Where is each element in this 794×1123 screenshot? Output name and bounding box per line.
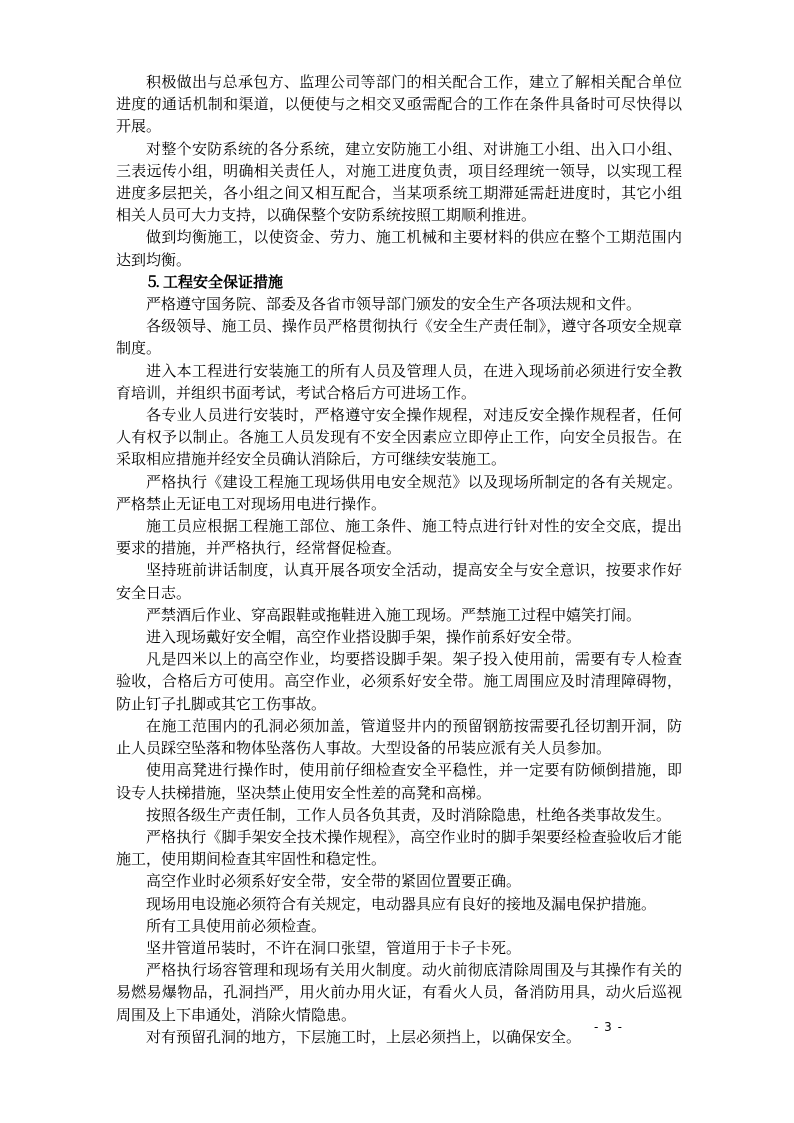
paragraph: 按照各级生产责任制，工作人员各负其责，及时消除隐患，杜绝各类事故发生。: [146, 805, 672, 824]
paragraph: 所有工具使用前必须检查。: [146, 916, 327, 935]
section-title: 工程安全保证措施: [163, 272, 284, 291]
paragraph: 做到均衡施工，以使资金、劳力、施工机械和主要材料的供应在整个工期范围内达到均衡。: [116, 228, 682, 269]
paragraph: 各专业人员进行安装时，严格遵守安全操作规程，对违反安全操作规程者，任何人有权予以制止。各施工人员发现有不安全因素应立即停止工作，向安全员报告。在采取相应措施并经安全员确认消除后，方可继续安装施工。: [116, 406, 682, 469]
paragraph: 对整个安防系统的各分系统，建立安防施工小组、对讲施工小组、出入口小组、三表远传小组，明确相关责任人，对施工进度负责，项目经理统一领导，以实现工程进度多层把关，各小组之间又相互配合，当某项系统工期滞延需赶进度时，其它小组相关人员可大力支持，以确保整个安防系统按照工期顺利推进。: [116, 139, 682, 225]
paragraph: 坚井管道吊装时，不许在洞口张望，管道用于卡子卡死。: [146, 938, 522, 957]
paragraph: 现场用电设施必须符合有关规定，电动器具应有良好的接地及漏电保护措施。: [146, 894, 657, 913]
paragraph: 高空作业时必须系好安全带，安全带的紧固位置要正确。: [146, 872, 522, 891]
paragraph: 积极做出与总承包方、监理公司等部门的相关配合工作，建立了解相关配合单位进度的通话机制和渠道，以便使与之相交叉亟需配合的工作在条件具备时可尽快得以开展。: [116, 73, 682, 136]
paragraph: 严禁酒后作业、穿高跟鞋或拖鞋进入施工现场。严禁施工过程中嬉笑打闹。: [146, 605, 642, 624]
section-heading: [116, 271, 682, 293]
paragraph: 对有预留孔洞的地方，下层施工时，上层必须挡上，以确保安全。: [146, 1027, 582, 1046]
section-number: ⒌: [146, 272, 162, 291]
paragraph: 严格遵守国务院、部委及各省市领导部门颁发的安全生产各项法规和文件。: [146, 295, 642, 314]
paragraph: 在施工范围内的孔洞必须加盖，管道竖井内的预留钢筋按需要孔径切割开洞，防止人员踩空坠落和物体坠落伤人事故。大型设备的吊装应派有关人员参加。: [116, 716, 682, 758]
paragraph: 施工员应根据工程施工部位、施工条件、施工特点进行针对性的安全交底，提出要求的措施，并严格执行，经常督促检查。: [116, 517, 682, 558]
paragraph: 使用高凳进行操作时，使用前仔细检查安全平稳性，并一定要有防倾倒措施，即设专人扶梯措施，坚决禁止使用安全性差的高凳和高梯。: [116, 761, 682, 802]
paragraph: 严格执行场容管理和现场有关用火制度。动火前彻底清除周围及与其操作有关的易燃易爆物品，孔洞挡严，用火前办用火证，有看火人员，备消防用具，动火后巡视周围及上下串通处，消除火情隐患。: [116, 961, 682, 1024]
page-number: - 3 -: [594, 1020, 623, 1034]
paragraph: 各级领导、施工员、操作员严格贯彻执行《安全生产责任制》，遵守各项安全规章制度。: [116, 317, 682, 358]
paragraph: 严格执行《脚手架安全技术操作规程》，高空作业时的脚手架要经检查验收后才能施工，使用期间检查其牢固性和稳定性。: [116, 827, 682, 869]
paragraph: 凡是四米以上的高空作业，均要搭设脚手架。架子投入使用前，需要有专人检查验收，合格后方可使用。高空作业，必须系好安全带。施工周围应及时清理障碍物，防止钉子扎脚或其它工伤事故。: [116, 650, 682, 713]
paragraph: 进入现场戴好安全帽，高空作业搭设脚手架，操作前系好安全带。: [146, 628, 582, 647]
paragraph: 进入本工程进行安装施工的所有人员及管理人员，在进入现场前必须进行安全教育培训，并组织书面考试，考试合格后方可进场工作。: [116, 361, 682, 402]
paragraph: 坚持班前讲话制度，认真开展各项安全活动，提高安全与安全意识，按要求作好安全日志。: [116, 561, 682, 602]
document-body: [116, 71, 682, 1048]
paragraph: 严格执行《建设工程施工现场供用电安全规范》以及现场所制定的各有关规定。严格禁止无证电工对现场用电进行操作。: [116, 472, 682, 513]
